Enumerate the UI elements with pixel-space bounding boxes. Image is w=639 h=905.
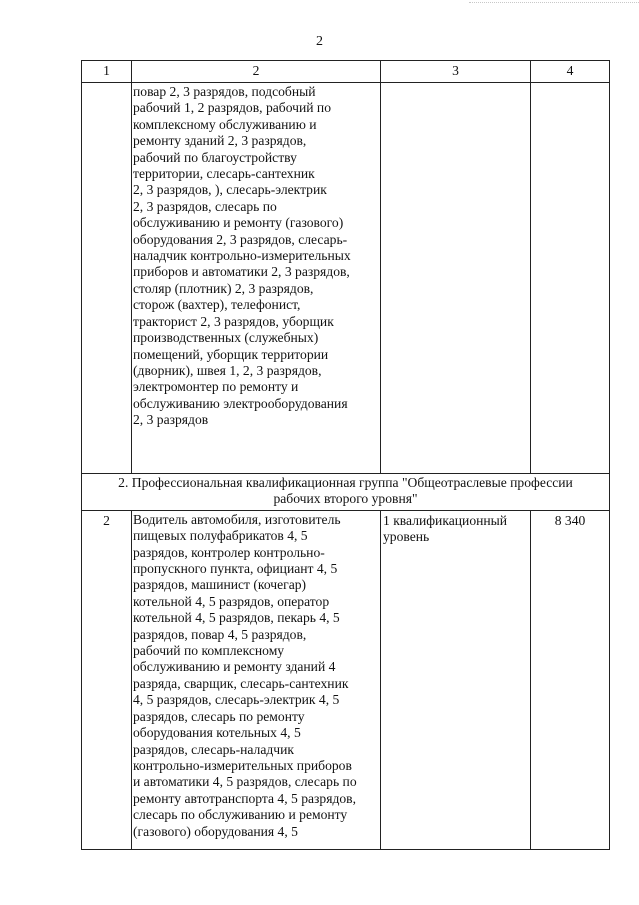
text-line: и автоматики 4, 5 разрядов, слесарь по [133,774,357,790]
header-col-2: 2 [132,61,381,83]
table-header-row [82,61,610,83]
text-line: обслуживанию и ремонту зданий 4 [133,659,336,675]
text-line: разряда, сварщик, слесарь-сантехник [133,675,349,691]
text-line: оборудования котельных 4, 5 [133,725,301,741]
qualification-level-cell [381,510,531,849]
text-line: повар 2, 3 разрядов, подсобный [133,84,316,99]
text-line: помещений, уборщик территории [133,346,329,362]
salary-cell: 8 340 [531,510,610,849]
text-line: 2, 3 разрядов, слесарь по [133,198,277,214]
text-line: 4, 5 разрядов, слесарь-электрик 4, 5 [133,692,340,708]
text-line: тракторист 2, 3 разрядов, уборщик [133,313,334,329]
text-line: разрядов, слесарь по ремонту [133,708,305,724]
text-line: 2. Профессиональная квалификационная группа "Общеотраслевые профессии [118,475,573,490]
continuation-professions-cell [132,83,381,474]
row-professions-cell [132,510,381,849]
continuation-professions-text [133,84,378,429]
text-line: уровень [383,529,430,545]
text-line: пропускного пункта, официант 4, 5 [133,561,338,577]
text-line: котельной 4, 5 разрядов, оператор [133,593,330,609]
text-line: рабочих второго уровня" [273,491,418,507]
text-line: Водитель автомобиля, изготовитель [133,511,341,527]
header-col-4: 4 [531,61,610,83]
row-professions-text [133,512,378,840]
text-line: разрядов, повар 4, 5 разрядов, [133,626,307,642]
continuation-number-cell [82,83,132,474]
group-heading-cell [82,474,610,511]
text-line: производственных (служебных) [133,330,319,346]
text-line: разрядов, слесарь-наладчик [133,741,295,757]
continuation-salary-cell [531,83,610,474]
continuation-level-cell [381,83,531,474]
text-line: (дворник), швея 1, 2, 3 разрядов, [133,362,322,378]
table-row-2 [82,510,610,849]
text-line: рабочий 1, 2 разрядов, рабочий по [133,100,331,116]
text-line: сторож (вахтер), телефонист, [133,297,301,313]
text-line: обслуживанию электрооборудования [133,395,348,411]
text-line: 1 квалификационный [383,512,508,528]
table-row-continuation [82,83,610,474]
text-line: слесарь по обслуживанию и ремонту [133,807,348,823]
text-line: оборудования 2, 3 разрядов, слесарь- [133,231,348,247]
header-col-1: 1 [82,61,132,83]
header-col-3: 3 [381,61,531,83]
text-line: электромонтер по ремонту и [133,379,299,395]
row-number-cell: 2 [82,510,132,849]
text-line: ремонту зданий 2, 3 разрядов, [133,133,307,149]
group-heading-text [85,475,606,508]
text-line: ремонту автотранспорта 4, 5 разрядов, [133,790,356,806]
text-line: разрядов, машинист (кочегар) [133,577,307,593]
text-line: наладчик контрольно-измерительных [133,248,351,264]
text-line: 2, 3 разрядов [133,412,209,428]
text-line: столяр (плотник) 2, 3 разрядов, [133,280,314,296]
text-line: рабочий по комплексному [133,643,285,659]
qualification-level-text [383,513,528,546]
text-line: (газового) оборудования 4, 5 [133,823,298,839]
text-line: пищевых полуфабрикатов 4, 5 [133,528,308,544]
text-line: комплексному обслуживанию и [133,116,317,132]
text-line: рабочий по благоустройству [133,149,297,165]
table-row-group-heading [82,474,610,511]
text-line: обслуживанию и ремонту (газового) [133,215,344,231]
text-line: приборов и автоматики 2, 3 разрядов, [133,264,350,280]
page-number: 2 [316,34,323,49]
text-line: территории, слесарь-сантехник [133,166,315,182]
scan-artifact [469,2,639,4]
text-line: 2, 3 разрядов, ), слесарь-электрик [133,182,327,198]
text-line: контрольно-измерительных приборов [133,757,352,773]
text-line: котельной 4, 5 разрядов, пекарь 4, 5 [133,610,340,626]
text-line: разрядов, контролер контрольно- [133,544,325,560]
salary-table [81,60,610,850]
